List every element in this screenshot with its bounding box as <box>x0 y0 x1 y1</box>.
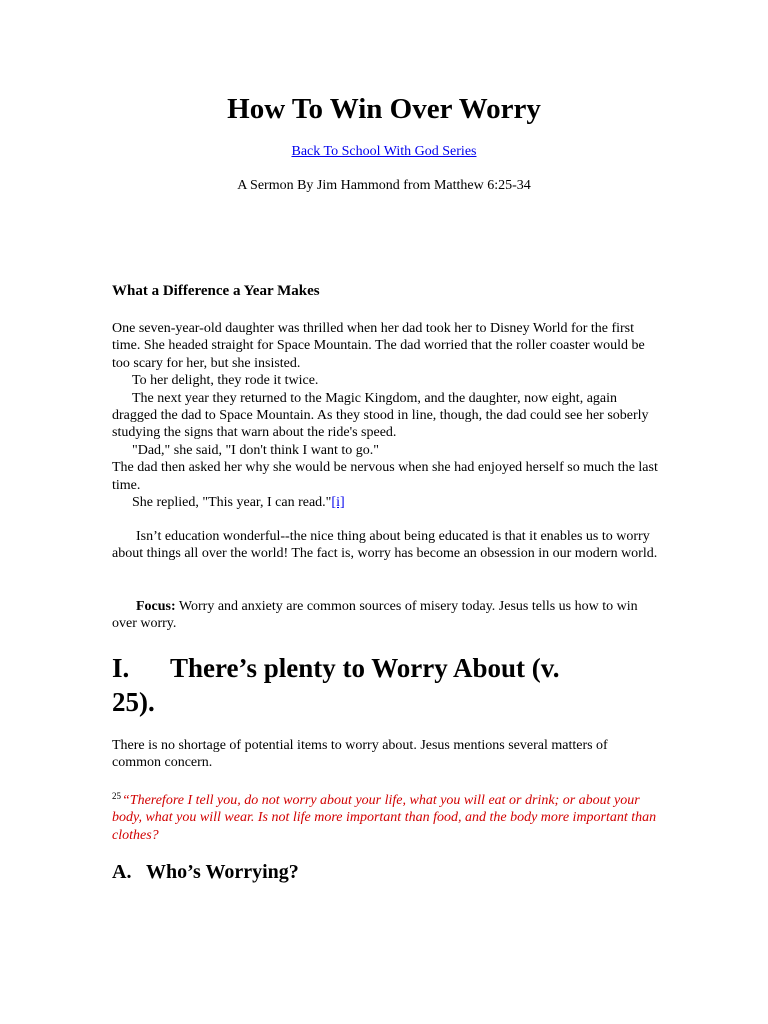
paragraph-with-ref <box>112 494 660 511</box>
scripture-block <box>112 788 660 844</box>
paragraph: "Dad," she said, "I don't think I want to go." <box>132 442 380 458</box>
paragraph: The dad then asked her why she would be nervous when she had enjoyed herself so much the last time. <box>112 460 658 493</box>
subheading-block <box>112 860 660 884</box>
focus-text: Worry and anxiety are common sources of misery today. Jesus tells us how to win over worry. <box>112 599 638 632</box>
story-block <box>112 320 660 511</box>
page-title: How To Win Over Worry <box>227 93 541 125</box>
series-link[interactable]: Back To School With God Series <box>291 144 477 159</box>
verse-number: 25 <box>112 791 121 801</box>
roman-heading <box>112 651 672 719</box>
intro-block <box>112 737 660 772</box>
footnote-ref-link[interactable]: [i] <box>331 495 345 511</box>
section-heading-difference <box>112 283 660 300</box>
paragraph: Isn’t education wonderful--the nice thing about being educated is that it enables us to worry about things all over the world! The fact is, worry has become an obsession in our modern world. <box>112 529 658 562</box>
section-heading-text: What a Difference a Year Makes <box>112 283 320 299</box>
byline: A Sermon By Jim Hammond from Matthew 6:25-34 <box>237 178 531 193</box>
subheading-number: A. <box>112 861 132 883</box>
focus-paragraph <box>112 598 660 633</box>
paragraph: The next year they returned to the Magic Kingdom, and the daughter, now eight, again dragged the dad to Space Mountain. As they stood in line, though, the dad could see her soberly studying the signs that warn about the ride's speed. <box>112 390 649 441</box>
education-paragraph-block <box>112 528 660 563</box>
paragraph: To her delight, they rode it twice. <box>132 373 319 389</box>
heading-text-line1: There’s plenty to Worry About (v. <box>170 653 560 683</box>
paragraph: One seven-year-old daughter was thrilled when her dad took her to Disney World for the first time. She headed straight for Space Mountain. The dad worried that the roller coaster would be too scary for her, but she insisted. <box>112 321 645 371</box>
series-line <box>0 143 768 161</box>
verse-text: “Therefore I tell you, do not worry about your life, what you will eat or drink; or about your body, what you will wear. Is not life more important than food, and the body more important than clothes? <box>112 793 657 843</box>
heading-number: I. <box>112 653 130 683</box>
heading-text-line2: 25). <box>112 687 155 717</box>
focus-block <box>112 598 660 633</box>
paragraph: There is no shortage of potential items to worry about. Jesus mentions several matters of common concern. <box>112 738 608 771</box>
subheading-text: Who’s Worrying? <box>146 861 299 883</box>
focus-label: Focus: <box>136 599 176 614</box>
paragraph-text: She replied, "This year, I can read." <box>132 495 332 511</box>
scripture-quote <box>112 788 660 844</box>
